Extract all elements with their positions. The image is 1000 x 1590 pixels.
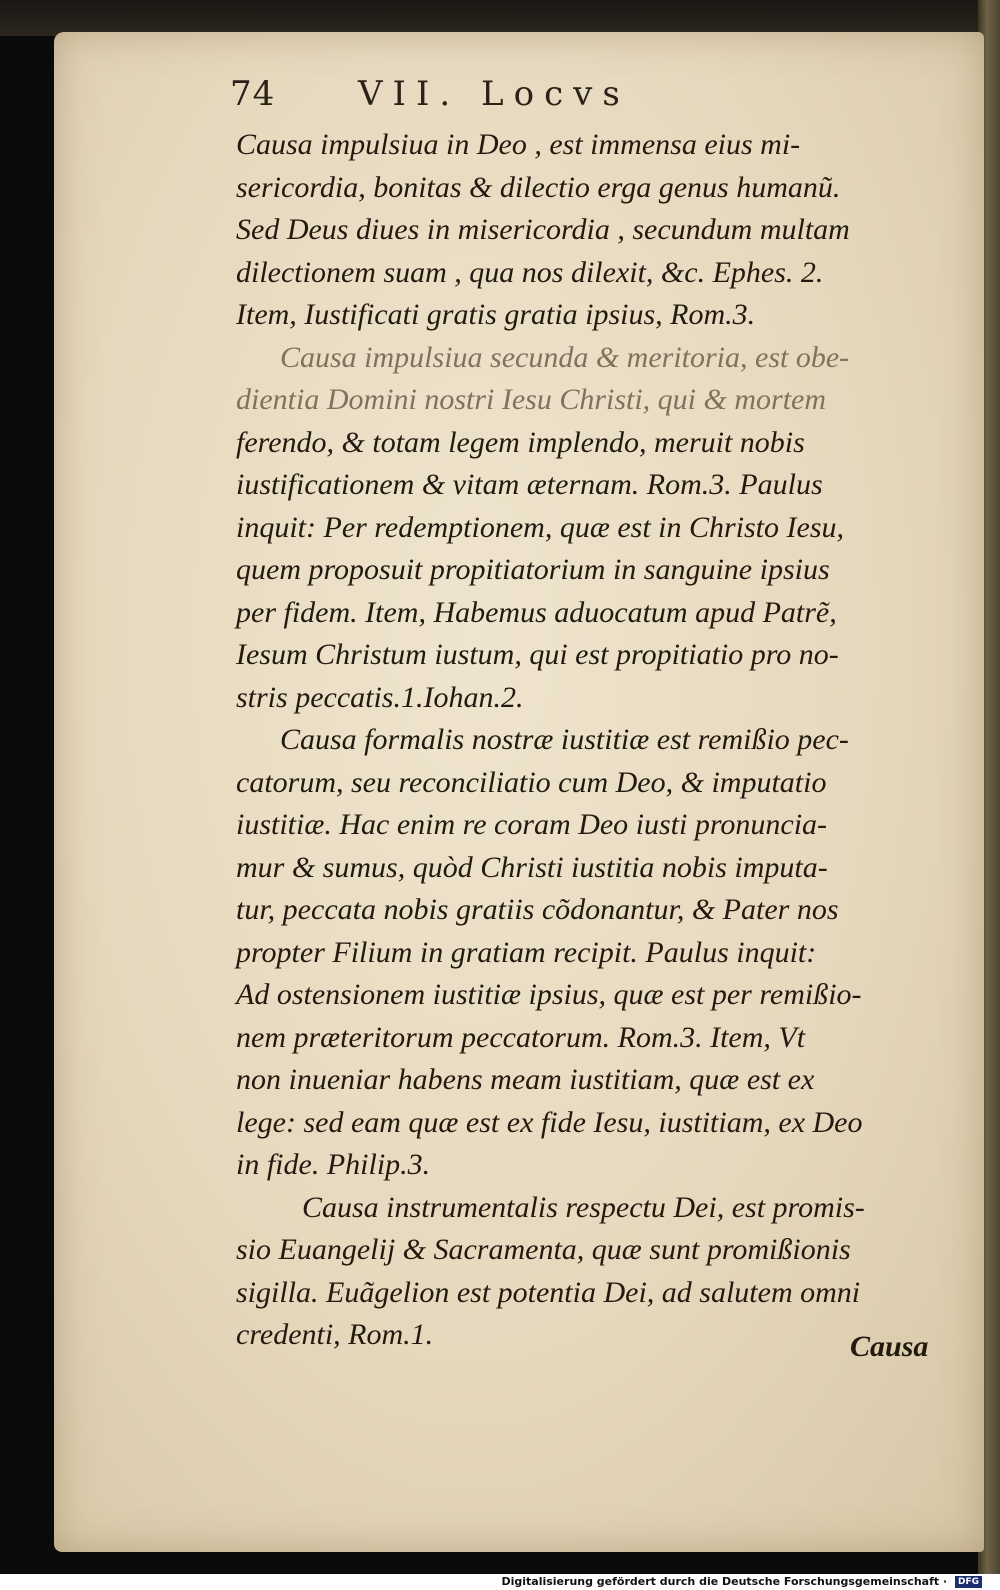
text-line: non inueniar habens meam iustitiam, quæ est ex <box>236 1063 815 1096</box>
text-line: Causa impulsiua secunda & meritoria, est obe- <box>280 340 850 374</box>
scan-top-edge <box>0 0 1000 36</box>
text-line: in fide. Philip.3. <box>236 1148 431 1181</box>
text-line: lege: sed eam quæ est ex fide Iesu, iustitiam, ex Deo <box>236 1105 863 1139</box>
credit-text: Digitalisierung gefördert durch die Deutsche Forschungsgemeinschaft · <box>501 1575 948 1588</box>
text-line: stris peccatis.1.Iohan.2. <box>236 680 524 714</box>
text-line: propter Filium in gratiam recipit. Paulus inquit: <box>236 935 817 969</box>
text-line: per fidem. Item, Habemus aduocatum apud Patrẽ, <box>236 595 837 629</box>
text-line: quem proposuit propitiatorium in sanguine ipsius <box>236 553 830 586</box>
text-line: Iesum Christum iustum, qui est propitiatio pro no- <box>236 638 839 671</box>
catchword: Causa <box>850 1330 929 1363</box>
text-line: sericordia, bonitas & dilectio erga genus humanũ. <box>236 170 841 204</box>
text-line: dientia Domini nostri Iesu Christi, qui & mortem <box>236 383 827 416</box>
text-line: sigilla. Euãgelion est potentia Dei, ad salutem omni <box>236 1275 861 1309</box>
text-line: credenti, Rom.1. <box>236 1318 434 1351</box>
digitization-credit <box>501 1575 982 1589</box>
text-line: nem præteritorum peccatorum. Rom.3. Item, Vt <box>236 1020 806 1054</box>
text-line: dilectionem suam , qua nos dilexit, &c. Ephes. 2. <box>236 255 824 289</box>
running-head-title: VII. Locvs <box>358 74 630 114</box>
body-text <box>236 124 931 1357</box>
text-line: inquit: Per redemptionem, quæ est in Christo Iesu, <box>236 510 844 544</box>
text-line: Ad ostensionem iustitiæ ipsius, quæ est per remißio- <box>236 978 862 1011</box>
dfg-logo-icon: DFG <box>955 1576 982 1588</box>
running-header <box>230 74 930 118</box>
text-line: catorum, seu reconciliatio cum Deo, & imputatio <box>236 765 827 799</box>
text-line: Causa impulsiua in Deo , est immensa eius mi- <box>236 128 801 161</box>
text-line: iustificationem & vitam æternam. Rom.3. Paulus <box>236 468 823 501</box>
text-line: Sed Deus diues in misericordia , secundum multam <box>236 213 850 246</box>
text-line: iustitiæ. Hac enim re coram Deo iusti pronuncia- <box>236 808 828 841</box>
text-line: Item, Iustificati gratis gratia ipsius, Rom.3. <box>236 298 756 331</box>
text-line: ferendo, & totam legem implendo, meruit nobis <box>236 425 805 459</box>
text-line: Causa formalis nostræ iustitiæ est remißio pec- <box>280 723 849 756</box>
text-line: tur, peccata nobis gratiis cõdonantur, & Pater nos <box>236 893 839 926</box>
text-line: sio Euangelij & Sacramenta, quæ sunt promißionis <box>236 1233 851 1266</box>
page-number: 74 <box>230 74 276 114</box>
text-line: Causa instrumentalis respectu Dei, est promis- <box>302 1190 865 1224</box>
text-line: mur & sumus, quòd Christi iustitia nobis imputa- <box>236 850 828 884</box>
